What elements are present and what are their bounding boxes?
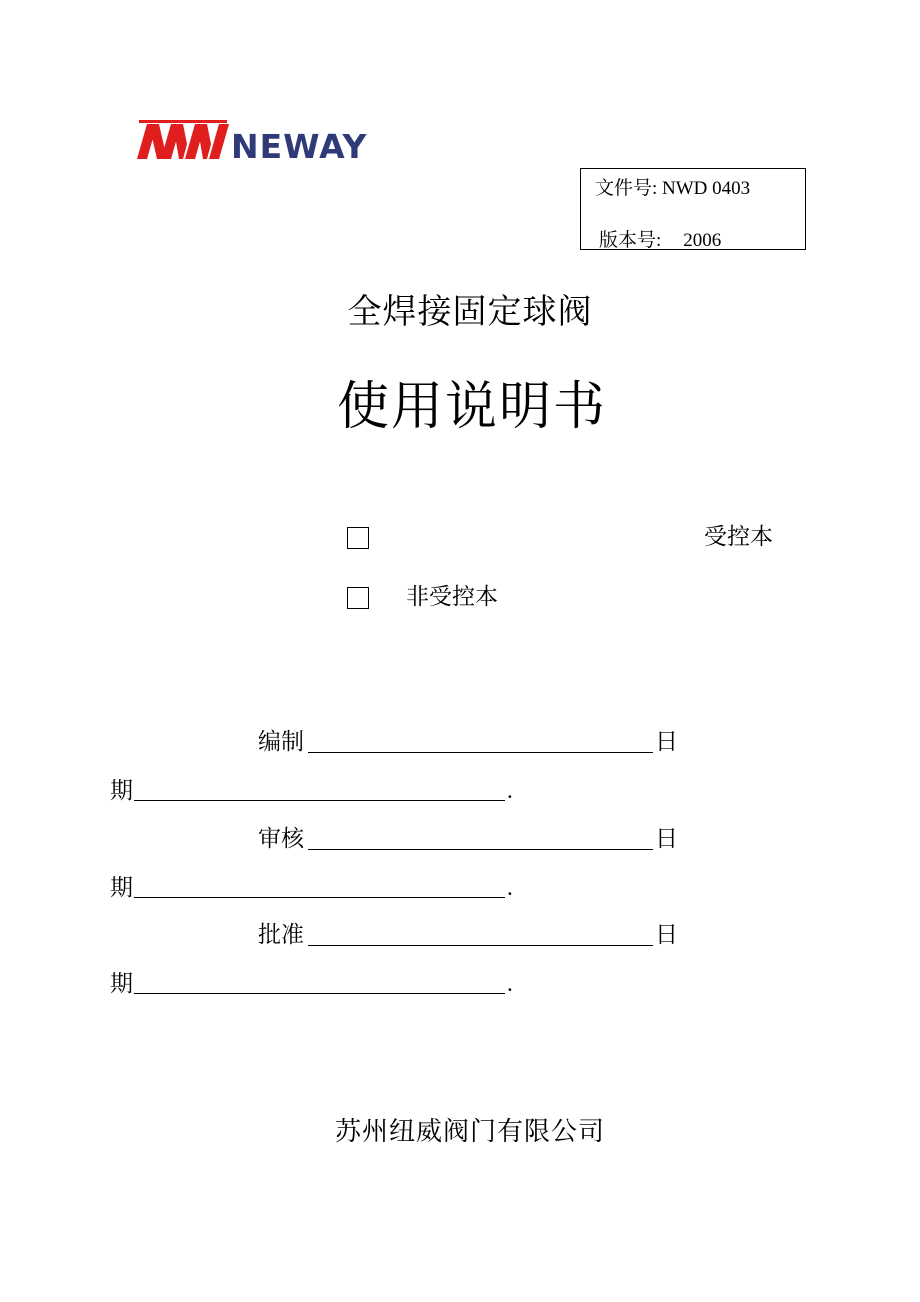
reviewed-end-mark: . (507, 875, 513, 900)
approved-by-label: 批准 (258, 922, 304, 948)
controlled-copy-label: 受控本 (704, 524, 773, 550)
document-number-value: NWD 0403 (662, 178, 751, 199)
prepared-date-line[interactable] (134, 800, 505, 801)
company-logo (135, 112, 371, 170)
version-number (599, 225, 721, 252)
reviewed-date-label-char2: 期 (110, 875, 133, 901)
uncontrolled-copy-label: 非受控本 (406, 584, 498, 610)
approved-date-label-char2: 期 (110, 971, 133, 997)
company-name: 苏州纽威阀门有限公司 (334, 1117, 605, 1147)
prepared-by-line[interactable] (308, 752, 653, 753)
version-label: 版本号: (599, 230, 662, 251)
neway-logo-icon (135, 112, 371, 170)
reviewed-date-line[interactable] (134, 897, 505, 898)
logo-brand-text: NEWAY (231, 127, 368, 166)
reviewed-by-line[interactable] (308, 849, 653, 850)
approved-date-line[interactable] (134, 993, 505, 994)
prepared-end-mark: . (507, 778, 513, 803)
prepared-by-label: 编制 (258, 729, 304, 755)
uncontrolled-copy-checkbox[interactable] (347, 587, 369, 609)
version-value: 2006 (683, 230, 722, 251)
prepared-date-label-char1: 日 (655, 729, 678, 755)
prepared-date-label-char2: 期 (110, 778, 133, 804)
controlled-copy-checkbox[interactable] (347, 527, 369, 549)
logo-mark (137, 120, 229, 159)
document-subtitle: 全焊接固定球阀 (347, 292, 593, 332)
document-info-box (580, 168, 806, 250)
reviewed-date-label-char1: 日 (655, 826, 678, 852)
approved-end-mark: . (507, 971, 513, 996)
document-title: 使用说明书 (336, 377, 607, 437)
approved-date-label-char1: 日 (655, 922, 678, 948)
approved-by-line[interactable] (308, 945, 653, 946)
reviewed-by-label: 审核 (258, 826, 304, 852)
document-number (595, 173, 750, 200)
document-number-label: 文件号: (595, 178, 658, 199)
